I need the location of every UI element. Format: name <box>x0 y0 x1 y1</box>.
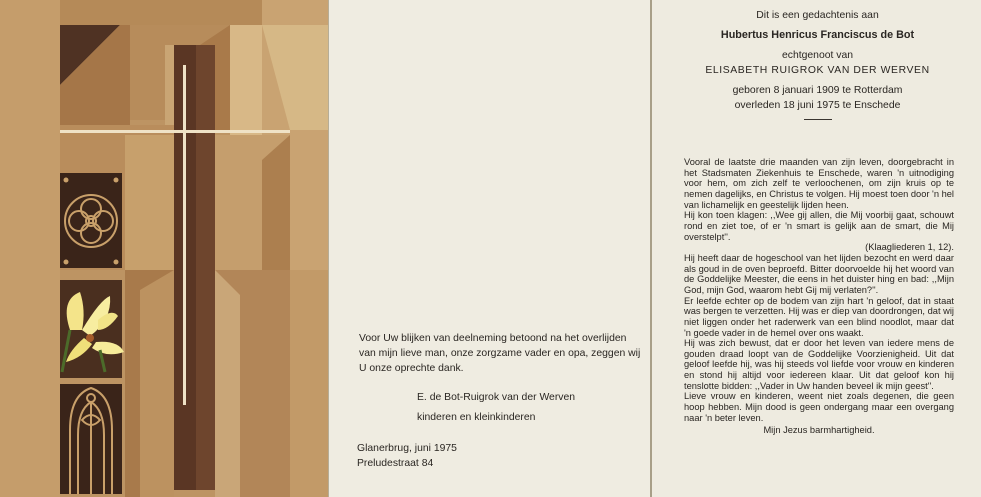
memorial-panel <box>650 0 981 497</box>
signature-name: E. de Bot-Ruigrok van der Werven <box>417 392 576 403</box>
signature-family: kinderen en kleinkinderen <box>417 412 536 423</box>
scripture-reference: (Klaagliederen 1, 12). <box>865 242 954 253</box>
death-line: overleden 18 juni 1975 te Enschede <box>734 100 901 111</box>
place-date: Glanerbrug, juni 1975 <box>357 443 457 454</box>
thanks-message: Voor Uw blijken van deelneming betoond na het overlijden van mijn lieve man, onze zorgzame vader en opa, zeggen wij U onze oprechte dank. <box>359 333 641 374</box>
closing-prayer: Mijn Jezus barmhartigheid. <box>763 425 875 436</box>
body-paragraph: Er leefde echter op de bodem van zijn hart 'n geloof, dat in staat was bergen te verzetten. Hij was er diep van doordrongen, dat wij niet liggen onder het raderwerk van een blind noodlot, maar dat 'n goede vader in de hemel over ons waakt. <box>684 295 954 338</box>
body-paragraph: Hij kon toen klagen: ,,Wee gij allen, die Mij voorbij gaat, schouwt rond en ziet toe, of er 'n smart is gelijk aan de smart, die Mij overstelpt''. <box>684 210 954 242</box>
place-date-block <box>357 441 557 471</box>
marquetry-cross-artwork <box>0 0 328 497</box>
body-paragraph: Hij heeft daar de hogeschool van het lijden bezocht en werd daar als goud in de oven beproefd. Bitter doorvoelde hij het woord van de Goddelijke Meester, die eens in het duister hing en bad: ,,Mijn God, mijn God, waarom hebt Gij mij verlaten?''. <box>684 252 954 295</box>
signature-block <box>417 390 647 425</box>
memorial-body <box>684 157 954 436</box>
memorial-header <box>652 8 981 120</box>
body-paragraph: Lieve vrouw en kinderen, weent niet zoals degenen, die geen hoop hebben. Mijn dood is geen ondergang maar een overgang naar 'n beter leven. <box>684 391 954 423</box>
spouse-label: echtgenoot van <box>781 50 854 61</box>
deceased-name: Hubertus Henricus Franciscus de Bot <box>720 29 915 41</box>
divider <box>804 119 832 120</box>
intro-text: Dit is een gedachtenis aan <box>756 10 879 21</box>
body-paragraph: Vooral de laatste drie maanden van zijn leven, doorgebracht in het Stadsmaten Ziekenhuis te Enschede, waren 'n uitnodiging voor hem, om zich zelf te verloochenen, om zijn kruis op te nemen dagelijks, en Christus te volgen. Hij moest toen door 'n hel van lichamelijk en geestelijk lijden heen. <box>684 157 954 210</box>
body-paragraph: Hij was zich bewust, dat er door het leven van iedere mens de gouden draad loopt van de Goddelijke Voorzienigheid. Uit dat geloof leefde hij, was hij steeds vol liefde voor vrouw en kinderen en stond hij altijd voor iedereen klaar. Uit dat geloof kon hij tenslotte bidden: ,,Vader in Uw handen beveel ik mijn geest''. <box>684 338 954 391</box>
artwork-panel <box>0 0 328 497</box>
address: Preludestraat 84 <box>357 458 434 469</box>
birth-line: geboren 8 januari 1909 te Rotterdam <box>732 85 903 96</box>
spouse-name: ELISABETH RUIGROK VAN DER WERVEN <box>705 65 930 76</box>
acknowledgement-panel <box>328 0 650 497</box>
